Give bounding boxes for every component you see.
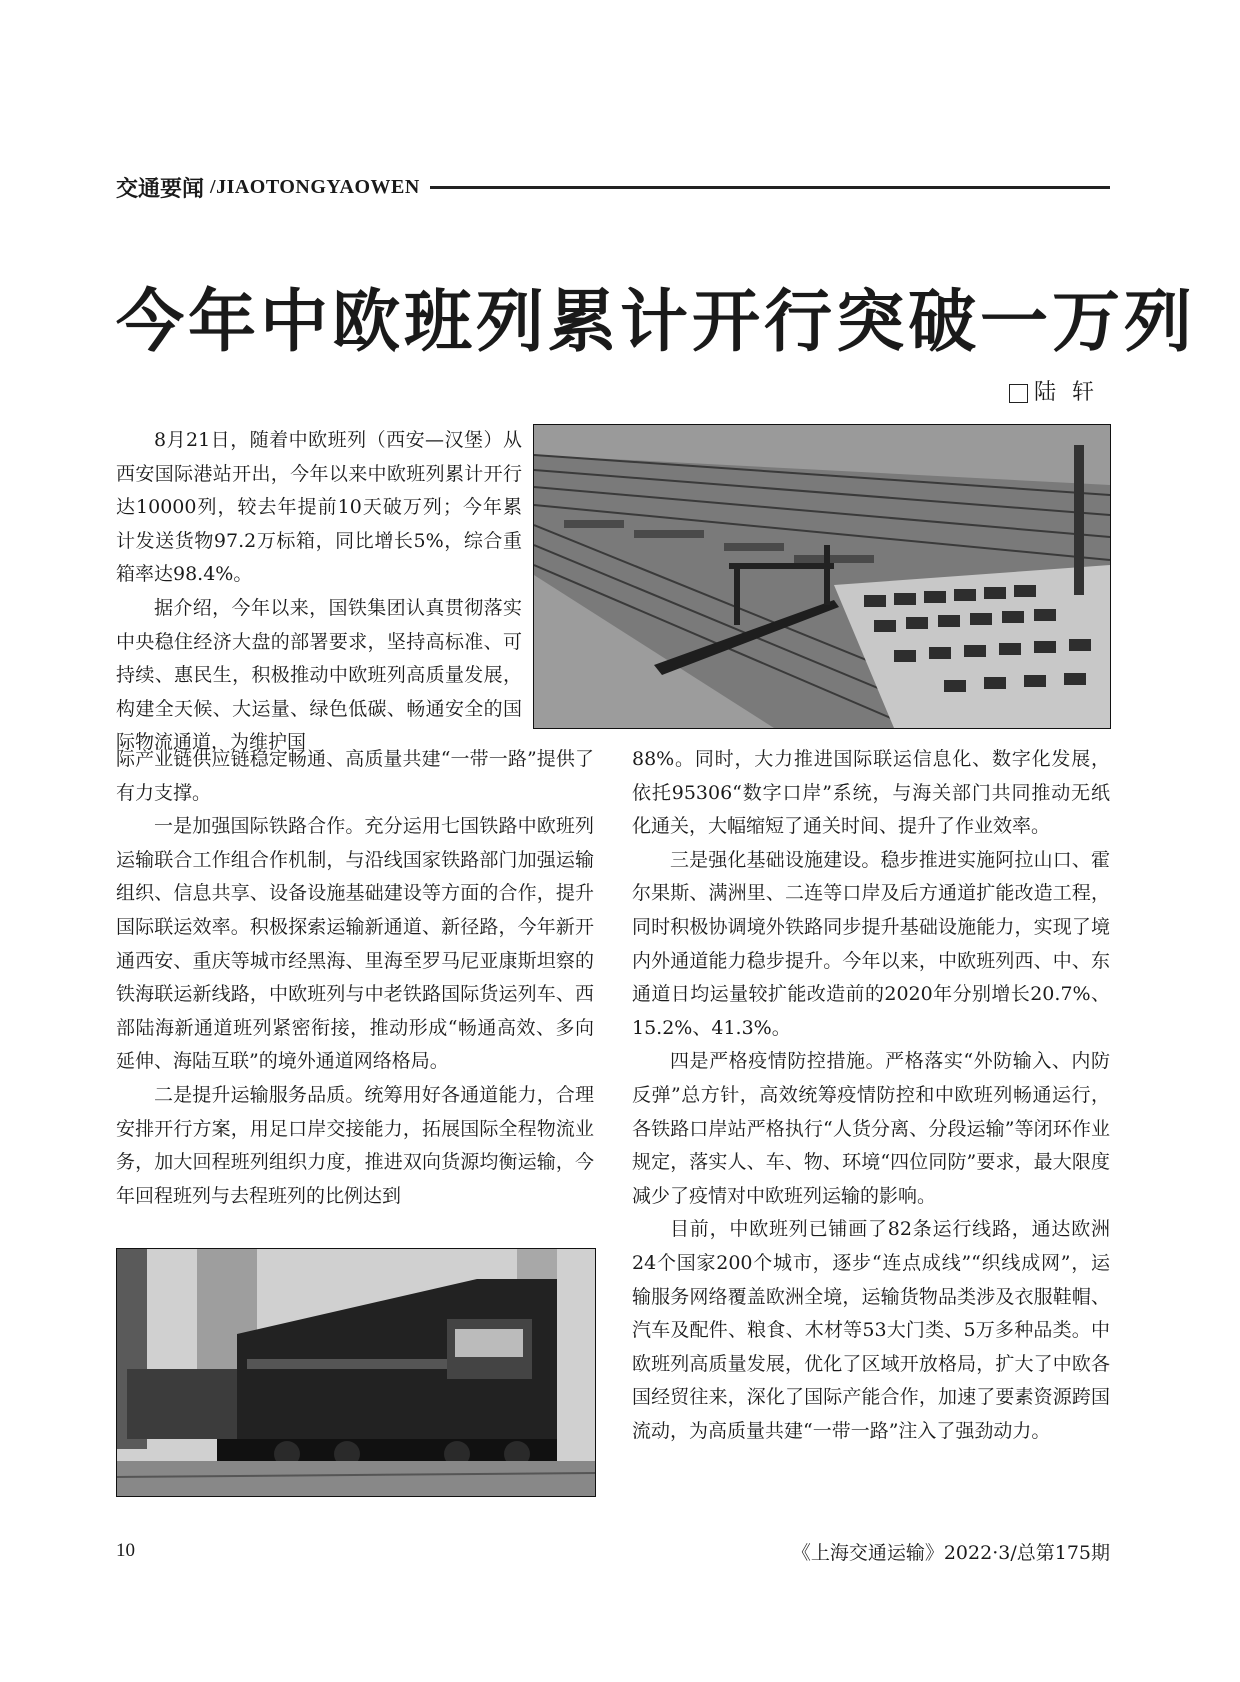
paragraph-6: 四是严格疫情防控措施。严格落实“外防输入、内防反弹”总方针，高效统筹疫情防控和中欧班列畅通运行，各铁路口岸站严格执行“人货分离、分段运输”等闭环作业规定，落实人、车、物、环境“四位同防”要求，最大限度减少了疫情对中欧班列运输的影响。 bbox=[632, 1050, 1110, 1207]
section-name-en: /JIAOTONGYAOWEN bbox=[210, 175, 420, 198]
author-name: 陆轩 bbox=[1033, 380, 1110, 405]
paragraph-3: 一是加强国际铁路合作。充分运用七国铁路中欧班列运输联合工作组合作机制，与沿线国家铁路部门加强运输组织、信息共享、设备设施基础建设等方面的合作，提升国际联运效率。积极探索运输新通道、新径路，今年新开通西安、重庆等城市经黑海、里海至罗马尼亚康斯坦察的铁海联运新线路，中欧班列与中老铁路国际货运列车、西部陆海新通道班列紧密衔接，推动形成“畅通高效、多向延伸、海陆互联”的境外通道网络格局。 bbox=[116, 815, 594, 1073]
author-mark bbox=[1009, 384, 1028, 403]
header-rule bbox=[430, 186, 1110, 189]
paragraph-4-end: 88%。同时，大力推进国际联运信息化、数字化发展，依托95306“数字口岸”系统，与海关部门共同推动无纸化通关，大幅缩短了通关时间、提升了作业效率。 bbox=[632, 748, 1110, 838]
byline bbox=[1009, 378, 1110, 408]
locomotive-illustration bbox=[117, 1249, 595, 1496]
column-left-bottom bbox=[116, 743, 594, 1213]
column-right bbox=[632, 743, 1110, 1448]
paragraph-2-end: 际产业链供应链稳定畅通、高质量共建“一带一路”提供了有力支撑。 bbox=[116, 748, 594, 804]
rail-yard-photo bbox=[533, 424, 1111, 729]
section-name-cn: 交通要闻 bbox=[116, 175, 205, 202]
page-number: 10 bbox=[116, 1540, 135, 1561]
paragraph-2-start: 据介绍，今年以来，国铁集团认真贯彻落实中央稳住经济大盘的部署要求，坚持高标准、可持续、惠民生，积极推动中欧班列高质量发展，构建全天候、大运量、绿色低碳、畅通安全的国际物流通道，为维护国 bbox=[116, 596, 522, 754]
paragraph-5: 三是强化基础设施建设。稳步推进实施阿拉山口、霍尔果斯、满洲里、二连等口岸及后方通道扩能改造工程，同时积极协调境外铁路同步提升基础设施能力，实现了境内外通道能力稳步提升。今年以来，中欧班列西、中、东通道日均运量较扩能改造前的2020年分别增长20.7%、15.2%、41.3%。 bbox=[632, 848, 1110, 1039]
paragraph-4-start: 二是提升运输服务品质。统筹用好各通道能力，合理安排开行方案，用足口岸交接能力，拓展国际全程物流业务，加大回程班列组织力度，推进双向货源均衡运输，今年回程班列与去程班列的比例达到 bbox=[116, 1083, 594, 1207]
article-title: 今年中欧班列累计开行突破一万列 bbox=[116, 282, 1197, 362]
locomotive-photo bbox=[116, 1248, 596, 1497]
paragraph-1: 8月21日，随着中欧班列（西安—汉堡）从西安国际港站开出，今年以来中欧班列累计开行达10000列，较去年提前10天破万列；今年累计发送货物97.2万标箱，同比增长5%，综合重箱率达98.4%。 bbox=[116, 429, 522, 586]
rail-yard-illustration bbox=[534, 425, 1110, 728]
column-left-top bbox=[116, 424, 522, 760]
section-header bbox=[116, 172, 1110, 202]
paragraph-7: 目前，中欧班列已铺画了82条运行线路，通达欧洲24个国家200个城市，逐步“连点成线”“织线成网”，运输服务网络覆盖欧洲全境，运输货物品类涉及衣服鞋帽、汽车及配件、粮食、木材等53大门类、5万多种品类。中欧班列高质量发展，优化了区域开放格局，扩大了中欧各国经贸往来，深化了国际产能合作，加速了要素资源跨国流动，为高质量共建“一带一路”注入了强劲动力。 bbox=[632, 1218, 1110, 1442]
journal-info: 《上海交通运输》2022·3/总第175期 bbox=[791, 1542, 1110, 1564]
